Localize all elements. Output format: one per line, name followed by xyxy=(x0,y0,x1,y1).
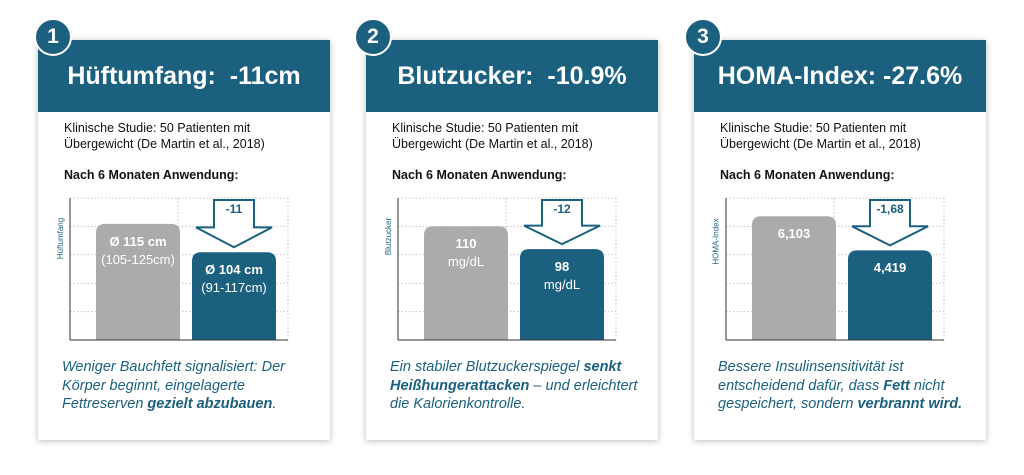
caption xyxy=(718,358,973,414)
change-label: -11 xyxy=(225,202,243,216)
bar-label xyxy=(752,225,836,243)
bar-label xyxy=(96,233,180,269)
card-header xyxy=(366,40,658,112)
study-description xyxy=(64,120,314,152)
card-hueftumfang xyxy=(38,40,330,440)
bar-label xyxy=(848,259,932,277)
bar-range-label: (91-117cm) xyxy=(201,280,267,296)
bar-range-label: mg/dL xyxy=(447,254,485,270)
bar-label xyxy=(424,235,508,271)
study-line-2: Übergewicht (De Martin et al., 2018) xyxy=(392,137,593,151)
study-line-1: Klinische Studie: 50 Patienten mit xyxy=(64,121,251,135)
card-blutzucker xyxy=(366,40,658,440)
card-header xyxy=(694,40,986,112)
y-axis-label: Blutzucker xyxy=(383,217,393,256)
bar-chart xyxy=(38,190,330,350)
months-label: Nach 6 Monaten Anwendung: xyxy=(64,168,239,182)
study-line-2: Übergewicht (De Martin et al., 2018) xyxy=(720,137,921,151)
caption-text-2: . xyxy=(272,396,277,412)
months-label: Nach 6 Monaten Anwendung: xyxy=(720,168,895,182)
step-number-badge: 2 xyxy=(354,18,392,56)
bar-range-label: mg/dL xyxy=(543,277,581,293)
chart-svg xyxy=(366,190,658,350)
study-line-1: Klinische Studie: 50 Patienten mit xyxy=(392,121,579,135)
caption xyxy=(390,358,645,414)
caption-text-2: – und erleichtert die Kalorienkontrolle. xyxy=(390,377,638,412)
caption-text-2: nicht gespeichert, sondern xyxy=(718,377,945,412)
study-description xyxy=(392,120,642,152)
bar-value-label: 98 xyxy=(554,259,570,275)
caption-emphasis-1: senkt Heißhungerattacken xyxy=(390,359,622,394)
chart-svg xyxy=(38,190,330,350)
bar-range-label: (105-125cm) xyxy=(101,251,175,267)
y-axis-label: HOMA-Index xyxy=(711,217,721,265)
bar-value-label: 110 xyxy=(455,236,477,252)
bar-value-label: Ø 104 cm xyxy=(205,262,263,278)
y-axis-label: Hüftumfang xyxy=(55,217,65,260)
bar-label xyxy=(520,258,604,294)
bar-value-label: 6,103 xyxy=(777,226,811,242)
bar-chart xyxy=(366,190,658,350)
caption-text-1: Weniger Bauchfett signalisiert: Der Körper beginnt, eingelagerte Fettreserven xyxy=(62,359,285,412)
card-title: HOMA-Index: -27.6% xyxy=(717,62,963,90)
change-label: -12 xyxy=(553,202,571,216)
card-title: Blutzucker: -10.9% xyxy=(397,62,627,90)
months-label: Nach 6 Monaten Anwendung: xyxy=(392,168,567,182)
caption-emphasis-2: verbrannt wird. xyxy=(857,396,963,412)
card-header xyxy=(38,40,330,112)
bar-value-label: 4,419 xyxy=(873,260,907,276)
bar-chart xyxy=(694,190,986,350)
chart-svg xyxy=(694,190,986,350)
study-description xyxy=(720,120,970,152)
study-line-1: Klinische Studie: 50 Patienten mit xyxy=(720,121,907,135)
caption xyxy=(62,358,317,414)
caption-text-1: Bessere Insulinsensitivität ist entscheidend dafür, dass xyxy=(718,359,904,394)
card-homa-index xyxy=(694,40,986,440)
study-line-2: Übergewicht (De Martin et al., 2018) xyxy=(64,137,265,151)
caption-text-1: Ein stabiler Blutzuckerspiegel xyxy=(390,359,584,375)
caption-emphasis-1: Fett xyxy=(883,377,910,394)
card-title: Hüftumfang: -11cm xyxy=(67,62,301,90)
step-number-badge: 3 xyxy=(684,18,722,56)
bar-label xyxy=(192,261,276,297)
caption-emphasis-1: gezielt abzubauen xyxy=(147,396,273,412)
bar-value-label: Ø 115 cm xyxy=(109,233,167,249)
change-label: -1,68 xyxy=(876,202,904,216)
step-number-badge: 1 xyxy=(34,18,72,56)
